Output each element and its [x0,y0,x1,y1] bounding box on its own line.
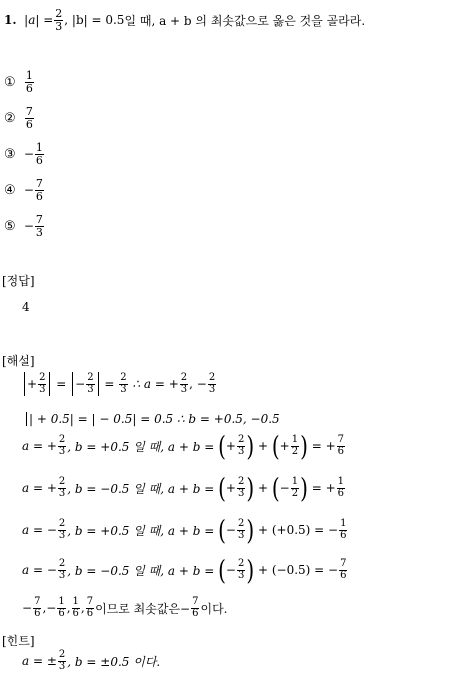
fraction: $\frac{1}{6}$ [35,140,43,167]
choices [4,64,45,244]
answer-label: [정답] [2,274,35,288]
explanation-conclusion: − $\frac{7}{6}$ ,− $\frac{1}{6}$ , $\frac{1}{6}$ , $\frac{7}{6}$ 이므로 최솟값은− $\frac{7}{6}$ 이다. [22,596,228,619]
explanation-line-1: + $\frac{2}{3}$ = − $\frac{2}{3}$ = $\frac{2}{3}$ ∴ a = + $\frac{2}{3}$ , − $\frac{2}{3}$ [22,372,217,396]
choice-4[interactable]: ④ − $\frac{7}{6}$ [4,176,43,203]
explanation-label: [해설] [2,354,35,368]
choice-1[interactable] [4,64,45,100]
choice-mark: ④ [4,182,16,198]
fraction: $\frac{2}{3}$ [55,7,63,33]
question-number: 1. [4,13,17,28]
fraction: $\frac{7}{6}$ [35,176,43,203]
answer-value: 4 [22,300,30,314]
explanation-case-1: a = + $\frac{2}{3}$ , b = +0.5 일 때, a + b = ( + $\frac{2}{3}$ ) + ( + $\frac{1}{2}$ ) = + $\frac{7}{6}$ [22,429,345,463]
explanation-case-4: a = − $\frac{2}{3}$ , b = −0.5 일 때, a + b = ( − $\frac{2}{3}$ ) + (−0.5) = − $\frac{7}{6}$ [22,553,347,587]
choice-2[interactable] [4,100,45,136]
a-abs: |a| = [24,13,54,28]
hint-text: a = ± $\frac{2}{3}$ , b = ±0.5 이다. [22,649,161,672]
choice-mark: ① [4,74,16,90]
question-text: 일 때, a + b 의 최솟값으로 옳은 것을 골라라. [124,13,366,28]
explanation-case-3: a = − $\frac{2}{3}$ , b = +0.5 일 때, a + b = ( − $\frac{2}{3}$ ) + (+0.5) = − $\frac{1}{6}$ [22,513,347,547]
b-abs: , |b| = 0.5 [64,13,125,28]
choice-3[interactable]: ③ − $\frac{1}{6}$ [4,140,43,167]
choice-5[interactable]: ⑤ − $\frac{7}{3}$ [4,212,43,239]
choice-mark: ② [4,110,16,126]
hint-label: [힌트] [2,634,35,648]
question [4,8,365,32]
fraction: $\frac{7}{6}$ [25,104,33,131]
choice-mark: ⑤ [4,218,16,234]
fraction: $\frac{7}{3}$ [35,212,43,239]
explanation-line-2: | + 0.5| = | − 0.5| = 0.5 ∴ b = +0.5, −0.5 [24,412,280,426]
choice-mark: ③ [4,146,16,162]
fraction: $\frac{1}{6}$ [25,68,33,95]
explanation-case-2: a = + $\frac{2}{3}$ , b = −0.5 일 때, a + b = ( + $\frac{2}{3}$ ) + ( − $\frac{1}{2}$ ) = + $\frac{1}{6}$ [22,471,345,505]
